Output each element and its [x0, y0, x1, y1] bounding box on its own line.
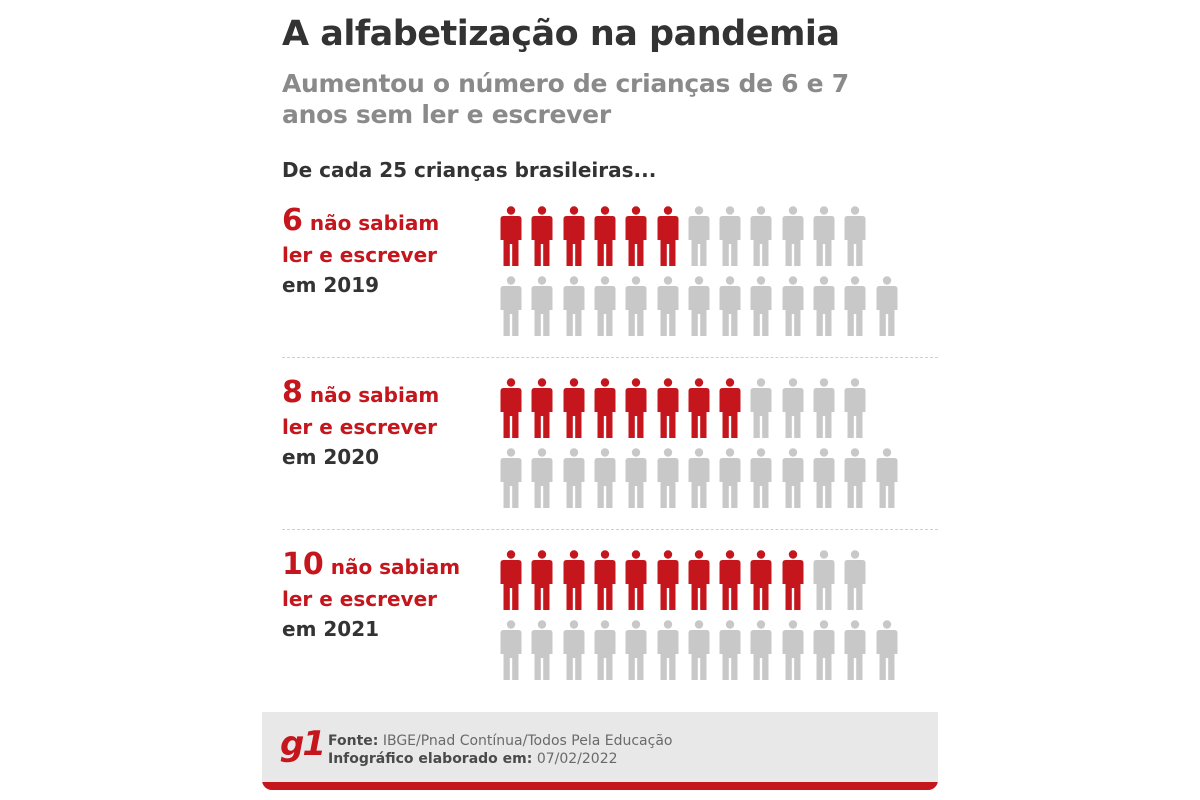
person-icon	[688, 448, 710, 508]
group-label-line1	[282, 547, 492, 584]
group-label	[282, 375, 492, 472]
people-grid	[500, 550, 920, 680]
intro-text: De cada 25 crianças brasileiras...	[282, 158, 657, 182]
person-icon	[844, 448, 866, 508]
person-icon	[782, 620, 804, 680]
person-icon-highlighted	[563, 550, 585, 610]
person-icon-highlighted	[657, 550, 679, 610]
group-label	[282, 547, 492, 644]
person-icon	[594, 276, 616, 336]
person-icon-highlighted	[563, 206, 585, 266]
person-icon-highlighted	[500, 206, 522, 266]
divider	[282, 357, 938, 358]
person-icon	[719, 448, 741, 508]
group-label-line2: ler e escrever	[282, 243, 437, 267]
person-icon	[500, 620, 522, 680]
person-icon-highlighted	[500, 550, 522, 610]
person-icon	[876, 276, 898, 336]
person-icon-highlighted	[719, 550, 741, 610]
person-icon-highlighted	[750, 550, 772, 610]
person-icon	[813, 206, 835, 266]
person-icon	[531, 448, 553, 508]
group-label	[282, 203, 492, 300]
person-icon	[500, 276, 522, 336]
group-year: em 2020	[282, 445, 380, 469]
group-label-suffix: não sabiam	[323, 555, 461, 579]
source-block	[328, 732, 672, 768]
group-value: 8	[282, 375, 303, 410]
person-icon-highlighted	[531, 550, 553, 610]
person-icon	[625, 448, 647, 508]
group-value: 6	[282, 203, 303, 238]
person-icon	[719, 620, 741, 680]
person-icon	[844, 378, 866, 438]
group-label-line1	[282, 375, 492, 412]
person-icon-highlighted	[594, 206, 616, 266]
person-icon-highlighted	[625, 206, 647, 266]
person-icon	[594, 448, 616, 508]
page-title: A alfabetização na pandemia	[282, 14, 840, 54]
person-icon	[657, 276, 679, 336]
person-icon	[625, 276, 647, 336]
person-icon	[563, 276, 585, 336]
footer	[262, 712, 938, 790]
person-icon	[813, 378, 835, 438]
person-icon-highlighted	[625, 550, 647, 610]
person-icon	[844, 206, 866, 266]
pictogram-group	[282, 375, 918, 518]
person-icon	[688, 206, 710, 266]
person-icon-highlighted	[563, 378, 585, 438]
person-icon	[782, 276, 804, 336]
person-icon	[813, 550, 835, 610]
person-icon	[876, 620, 898, 680]
person-icon	[719, 206, 741, 266]
person-icon	[813, 448, 835, 508]
person-icon-highlighted	[594, 378, 616, 438]
person-icon	[750, 206, 772, 266]
person-icon	[625, 620, 647, 680]
group-label-suffix: não sabiam	[302, 383, 440, 407]
group-label-line2: ler e escrever	[282, 415, 437, 439]
person-icon	[688, 276, 710, 336]
person-icon	[531, 620, 553, 680]
date-label: Infográfico elaborado em:	[328, 751, 533, 767]
person-icon-highlighted	[625, 378, 647, 438]
infographic	[262, 0, 938, 800]
person-icon	[844, 276, 866, 336]
person-icon-highlighted	[500, 378, 522, 438]
person-icon	[813, 276, 835, 336]
group-year: em 2021	[282, 617, 380, 641]
g1-logo: g1	[280, 724, 324, 764]
person-icon-highlighted	[688, 378, 710, 438]
group-label-line2: ler e escrever	[282, 587, 437, 611]
person-icon	[500, 448, 522, 508]
group-value: 10	[282, 547, 324, 582]
person-icon	[813, 620, 835, 680]
person-icon-highlighted	[719, 378, 741, 438]
source-label: Fonte:	[328, 733, 379, 749]
person-icon-highlighted	[657, 378, 679, 438]
person-icon	[750, 378, 772, 438]
person-icon-highlighted	[688, 550, 710, 610]
person-icon	[782, 378, 804, 438]
person-icon-highlighted	[782, 550, 804, 610]
person-icon	[688, 620, 710, 680]
source-text: IBGE/Pnad Contínua/Todos Pela Educação	[382, 733, 673, 749]
person-icon	[563, 448, 585, 508]
person-icon	[750, 620, 772, 680]
pictogram-group	[282, 547, 918, 690]
person-icon	[782, 206, 804, 266]
person-icon	[657, 448, 679, 508]
date-text: 07/02/2022	[536, 751, 618, 767]
group-label-line1	[282, 203, 492, 240]
pictogram-group	[282, 203, 918, 346]
person-icon	[657, 620, 679, 680]
person-icon	[531, 276, 553, 336]
group-label-suffix: não sabiam	[302, 211, 440, 235]
person-icon-highlighted	[594, 550, 616, 610]
person-icon	[719, 276, 741, 336]
footer-accent-bar	[262, 782, 938, 790]
person-icon	[594, 620, 616, 680]
divider	[282, 529, 938, 530]
people-grid	[500, 206, 920, 336]
person-icon	[782, 448, 804, 508]
person-icon-highlighted	[531, 206, 553, 266]
person-icon	[844, 620, 866, 680]
person-icon	[750, 448, 772, 508]
person-icon-highlighted	[657, 206, 679, 266]
person-icon	[876, 448, 898, 508]
group-year: em 2019	[282, 273, 380, 297]
person-icon-highlighted	[531, 378, 553, 438]
person-icon	[750, 276, 772, 336]
subtitle: Aumentou o número de crianças de 6 e 7 anos sem ler e escrever	[282, 69, 849, 129]
person-icon	[844, 550, 866, 610]
person-icon	[563, 620, 585, 680]
people-grid	[500, 378, 920, 508]
